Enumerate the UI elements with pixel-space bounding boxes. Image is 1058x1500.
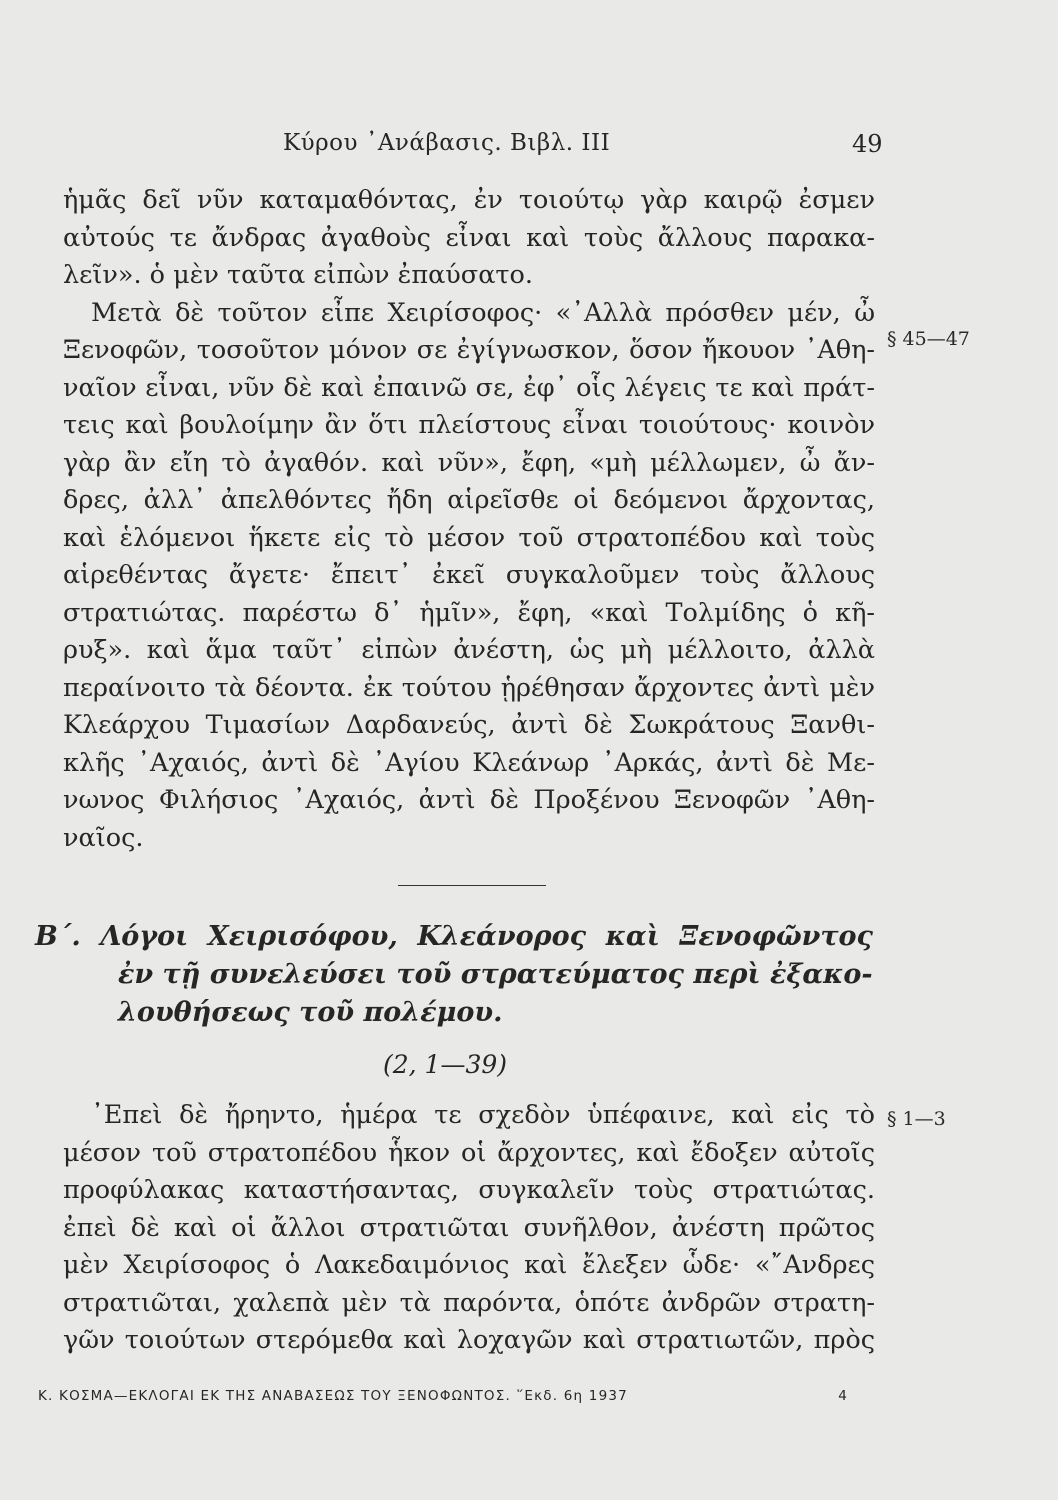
section-divider: [398, 885, 546, 886]
section-reference: (2, 1—39): [383, 1050, 508, 1079]
text-line: στρατιώτας. παρέστω δ᾿ ἡμῖν», ἔφη, «καὶ Τολμίδης ὁ κῆ-: [63, 597, 875, 628]
margin-note-sections: § 1—3: [887, 1108, 946, 1130]
text-line: νωνος Φιλήσιος ᾿Αχαιός, ἀντὶ δὲ Προξένου Ξενοφῶν ᾿Αθη-: [63, 785, 875, 815]
section-heading: [35, 918, 873, 1032]
text-line: αἱρεθέντας ἄγετε· ἔπειτ᾿ ἐκεῖ συγκαλοῦμεν τοὺς ἄλλους: [63, 560, 875, 590]
text-line: μέσον τοῦ στρατοπέδου ἧκον οἱ ἄρχοντες, καὶ ἔδοξεν αὐτοῖς: [63, 1137, 875, 1168]
margin-note-sections: § 45—47: [887, 328, 970, 350]
text-line: ρυξ». καὶ ἅμα ταῦτ᾿ εἰπὼν ἀνέστη, ὡς μὴ μέλλοιτο, ἀλλὰ: [63, 635, 875, 665]
signature-mark: 4: [838, 1388, 848, 1404]
section-heading-line: Β΄. Λόγοι Χειρισόφου, Κλεάνορος καὶ Ξενοφῶντος: [35, 921, 873, 952]
text-line: μὲν Χειρίσοφος ὁ Λακεδαιμόνιος καὶ ἔλεξεν ὧδε· «῎Ανδρες: [63, 1250, 875, 1280]
text-line: κλῆς ᾿Αχαιός, ἀντὶ δὲ ᾿Αγίου Κλεάνωρ ᾿Αρκάς, ἀντὶ δὲ Με-: [63, 747, 875, 778]
text-line: προφύλακας καταστήσαντας, συγκαλεῖν τοὺς στρατιώτας.: [63, 1175, 875, 1205]
paragraph-block-1: [63, 182, 875, 857]
text-line: στρατιῶται, χαλεπὰ μὲν τὰ παρόντα, ὁπότε ἀνδρῶν στρατη-: [63, 1287, 875, 1318]
text-line: περαίνοιτο τὰ δέοντα. ἐκ τούτου ᾑρέθησαν ἄρχοντες ἀντὶ μὲν: [63, 672, 875, 703]
running-title: Κύρου ᾿Ανάβασις. Βιβλ. ΙΙΙ: [283, 130, 611, 156]
text-line: λεῖν». ὁ μὲν ταῦτα εἰπὼν ἐπαύσατο.: [63, 260, 533, 290]
text-line: ἐπεὶ δὲ καὶ οἱ ἄλλοι στρατιῶται συνῆλθον, ἀνέστη πρῶτος: [63, 1212, 875, 1243]
text-line: τεις καὶ βουλοίμην ἂν ὅτι πλείστους εἶναι τοιούτους· κοινὸν: [63, 410, 875, 440]
section-heading-line: λουθήσεως τοῦ πολέμου.: [118, 997, 503, 1028]
footer-imprint: Κ. ΚΟΣΜΑ—ΕΚΛΟΓΑΙ ΕΚ ΤΗΣ ΑΝΑΒΑΣΕΩΣ ΤΟΥ ΞΕΝΟΦΩΝΤΟΣ. ῞Εκδ. 6η 1937: [38, 1388, 628, 1404]
paragraph-block-2: [63, 1097, 875, 1360]
text-line: ναῖον εἶναι, νῦν δὲ καὶ ἐπαινῶ σε, ἐφ᾿ οἷς λέγεις τε καὶ πράτ-: [63, 372, 875, 403]
section-heading-line: ἐν τῇ συνελεύσει τοῦ στρατεύματος περὶ ἐξακο-: [118, 959, 873, 990]
text-line: Ξενοφῶν, τοσοῦτον μόνον σε ἐγίγνωσκον, ὅσον ἤκουον ᾿Αθη-: [63, 335, 875, 365]
text-line: ᾿Επεὶ δὲ ἤρηντο, ἡμέρα τε σχεδὸν ὑπέφαινε, καὶ εἰς τὸ: [91, 1100, 875, 1130]
page-footer: [38, 1388, 848, 1404]
text-line: καὶ ἑλόμενοι ἥκετε εἰς τὸ μέσον τοῦ στρατοπέδου καὶ τοὺς: [63, 522, 875, 553]
text-line: ναῖος.: [63, 822, 144, 853]
text-line: Μετὰ δὲ τοῦτον εἶπε Χειρίσοφος· «᾿Αλλὰ πρόσθεν μέν, ὦ: [91, 297, 875, 328]
text-line: δρες, ἀλλ᾿ ἀπελθόντες ἤδη αἱρεῖσθε οἱ δεόμενοι ἄρχοντας,: [63, 485, 875, 515]
text-line: γὰρ ἂν εἴη τὸ ἀγαθόν. καὶ νῦν», ἔφη, «μὴ μέλλωμεν, ὦ ἄν-: [63, 447, 875, 478]
page-number: 49: [852, 130, 883, 158]
text-line: γῶν τοιούτων στερόμεθα καὶ λοχαγῶν καὶ στρατιωτῶν, πρὸς: [63, 1325, 875, 1355]
text-line: αὐτούς τε ἄνδρας ἀγαθοὺς εἶναι καὶ τοὺς ἄλλους παρακα-: [63, 222, 875, 253]
text-line: ἡμᾶς δεῖ νῦν καταμαθόντας, ἐν τοιούτῳ γὰρ καιρῷ ἐσμεν: [63, 185, 875, 215]
text-line: Κλεάρχου Τιμασίων Δαρδανεύς, ἀντὶ δὲ Σωκράτους Ξανθι-: [63, 710, 875, 740]
